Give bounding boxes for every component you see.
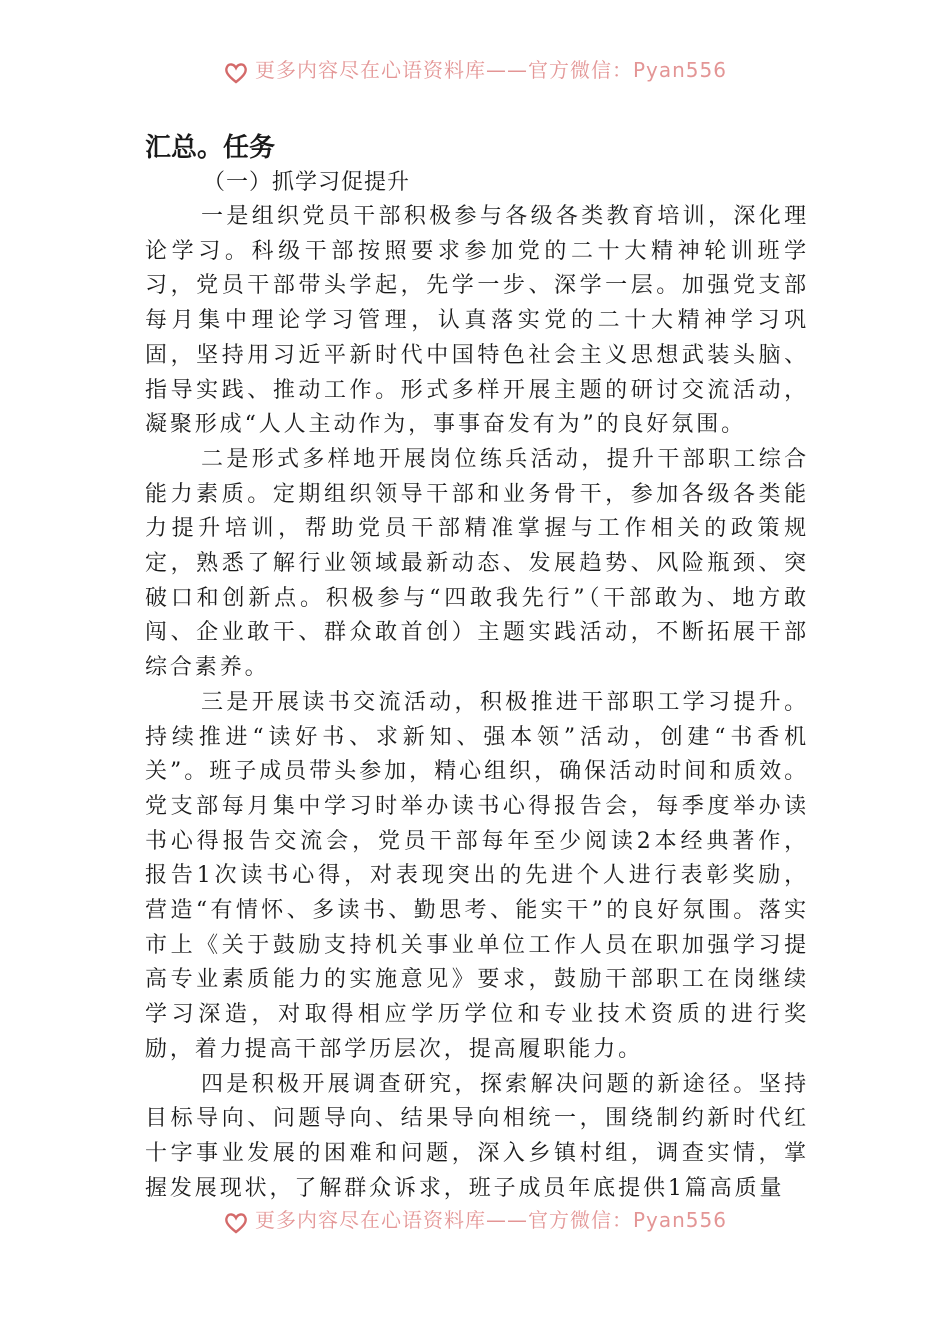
watermark-text: 更多内容尽在心语资料库——官方微信：Pyan556 (254, 58, 727, 82)
heart-logo-icon (223, 61, 249, 85)
paragraph-3: 三是开展读书交流活动，积极推进干部职工学习提升。持续推进“读好书、求新知、强本领”活动，创建“书香机关”。班子成员带头参加，精心组织，确保活动时间和质效。党支部每月集中学习时举办读书心得报告会，每季度举办读书心得报告交流会，党员干部每年至少阅读2本经典著作，报告1次读书心得，对表现突出的先进个人进行表彰奖励，营造“有情怀、多读书、勤思考、能实干”的良好氛围。落实市上《关于鼓励支持机关事业单位工作人员在职加强学习提高专业素质能力的实施意见》要求，鼓励干部职工在岗继续学习深造，对取得相应学历学位和专业技术资质的进行奖励，着力提高干部学历层次，提高履职能力。 (145, 689, 809, 1062)
document-body (145, 130, 809, 1206)
watermark-header (0, 58, 950, 88)
section-title: （一）抓学习促提升 (203, 170, 411, 195)
paragraph-1: 一是组织党员干部积极参与各级各类教育培训，深化理论学习。科级干部按照要求参加党的二十大精神轮训班学习，党员干部带头学起，先学一步、深学一层。加强党支部每月集中理论学习管理，认真落实党的二十大精神学习巩固，坚持用习近平新时代中国特色社会主义思想武装头脑、指导实践、推动工作。形式多样开展主题的研讨交流活动，凝聚形成“人人主动作为，事事奋发有为”的良好氛围。 (145, 204, 809, 438)
watermark-footer (0, 1208, 950, 1238)
paragraph-2: 二是形式多样地开展岗位练兵活动，提升干部职工综合能力素质。定期组织领导干部和业务骨干，参加各级各类能力提升培训，帮助党员干部精准掌握与工作相关的政策规定，熟悉了解行业领域最新动态、发展趋势、风险瓶颈、突破口和创新点。积极参与“四敢我先行”（干部敢为、地方敢闯、企业敢干、群众敢首创）主题实践活动，不断拓展干部综合素养。 (145, 446, 809, 681)
paragraph-4: 四是积极开展调查研究，探索解决问题的新途径。坚持目标导向、问题导向、结果导向相统一，围绕制约新时代红十字事业发展的困难和问题，深入乡镇村组，调查实情，掌握发展现状，了解群众诉求，班子成员年底提供1篇高质量 (145, 1071, 809, 1201)
watermark-text: 更多内容尽在心语资料库——官方微信：Pyan556 (254, 1208, 727, 1232)
document-heading: 汇总。任务 (145, 133, 276, 163)
heart-logo-icon (223, 1211, 249, 1235)
